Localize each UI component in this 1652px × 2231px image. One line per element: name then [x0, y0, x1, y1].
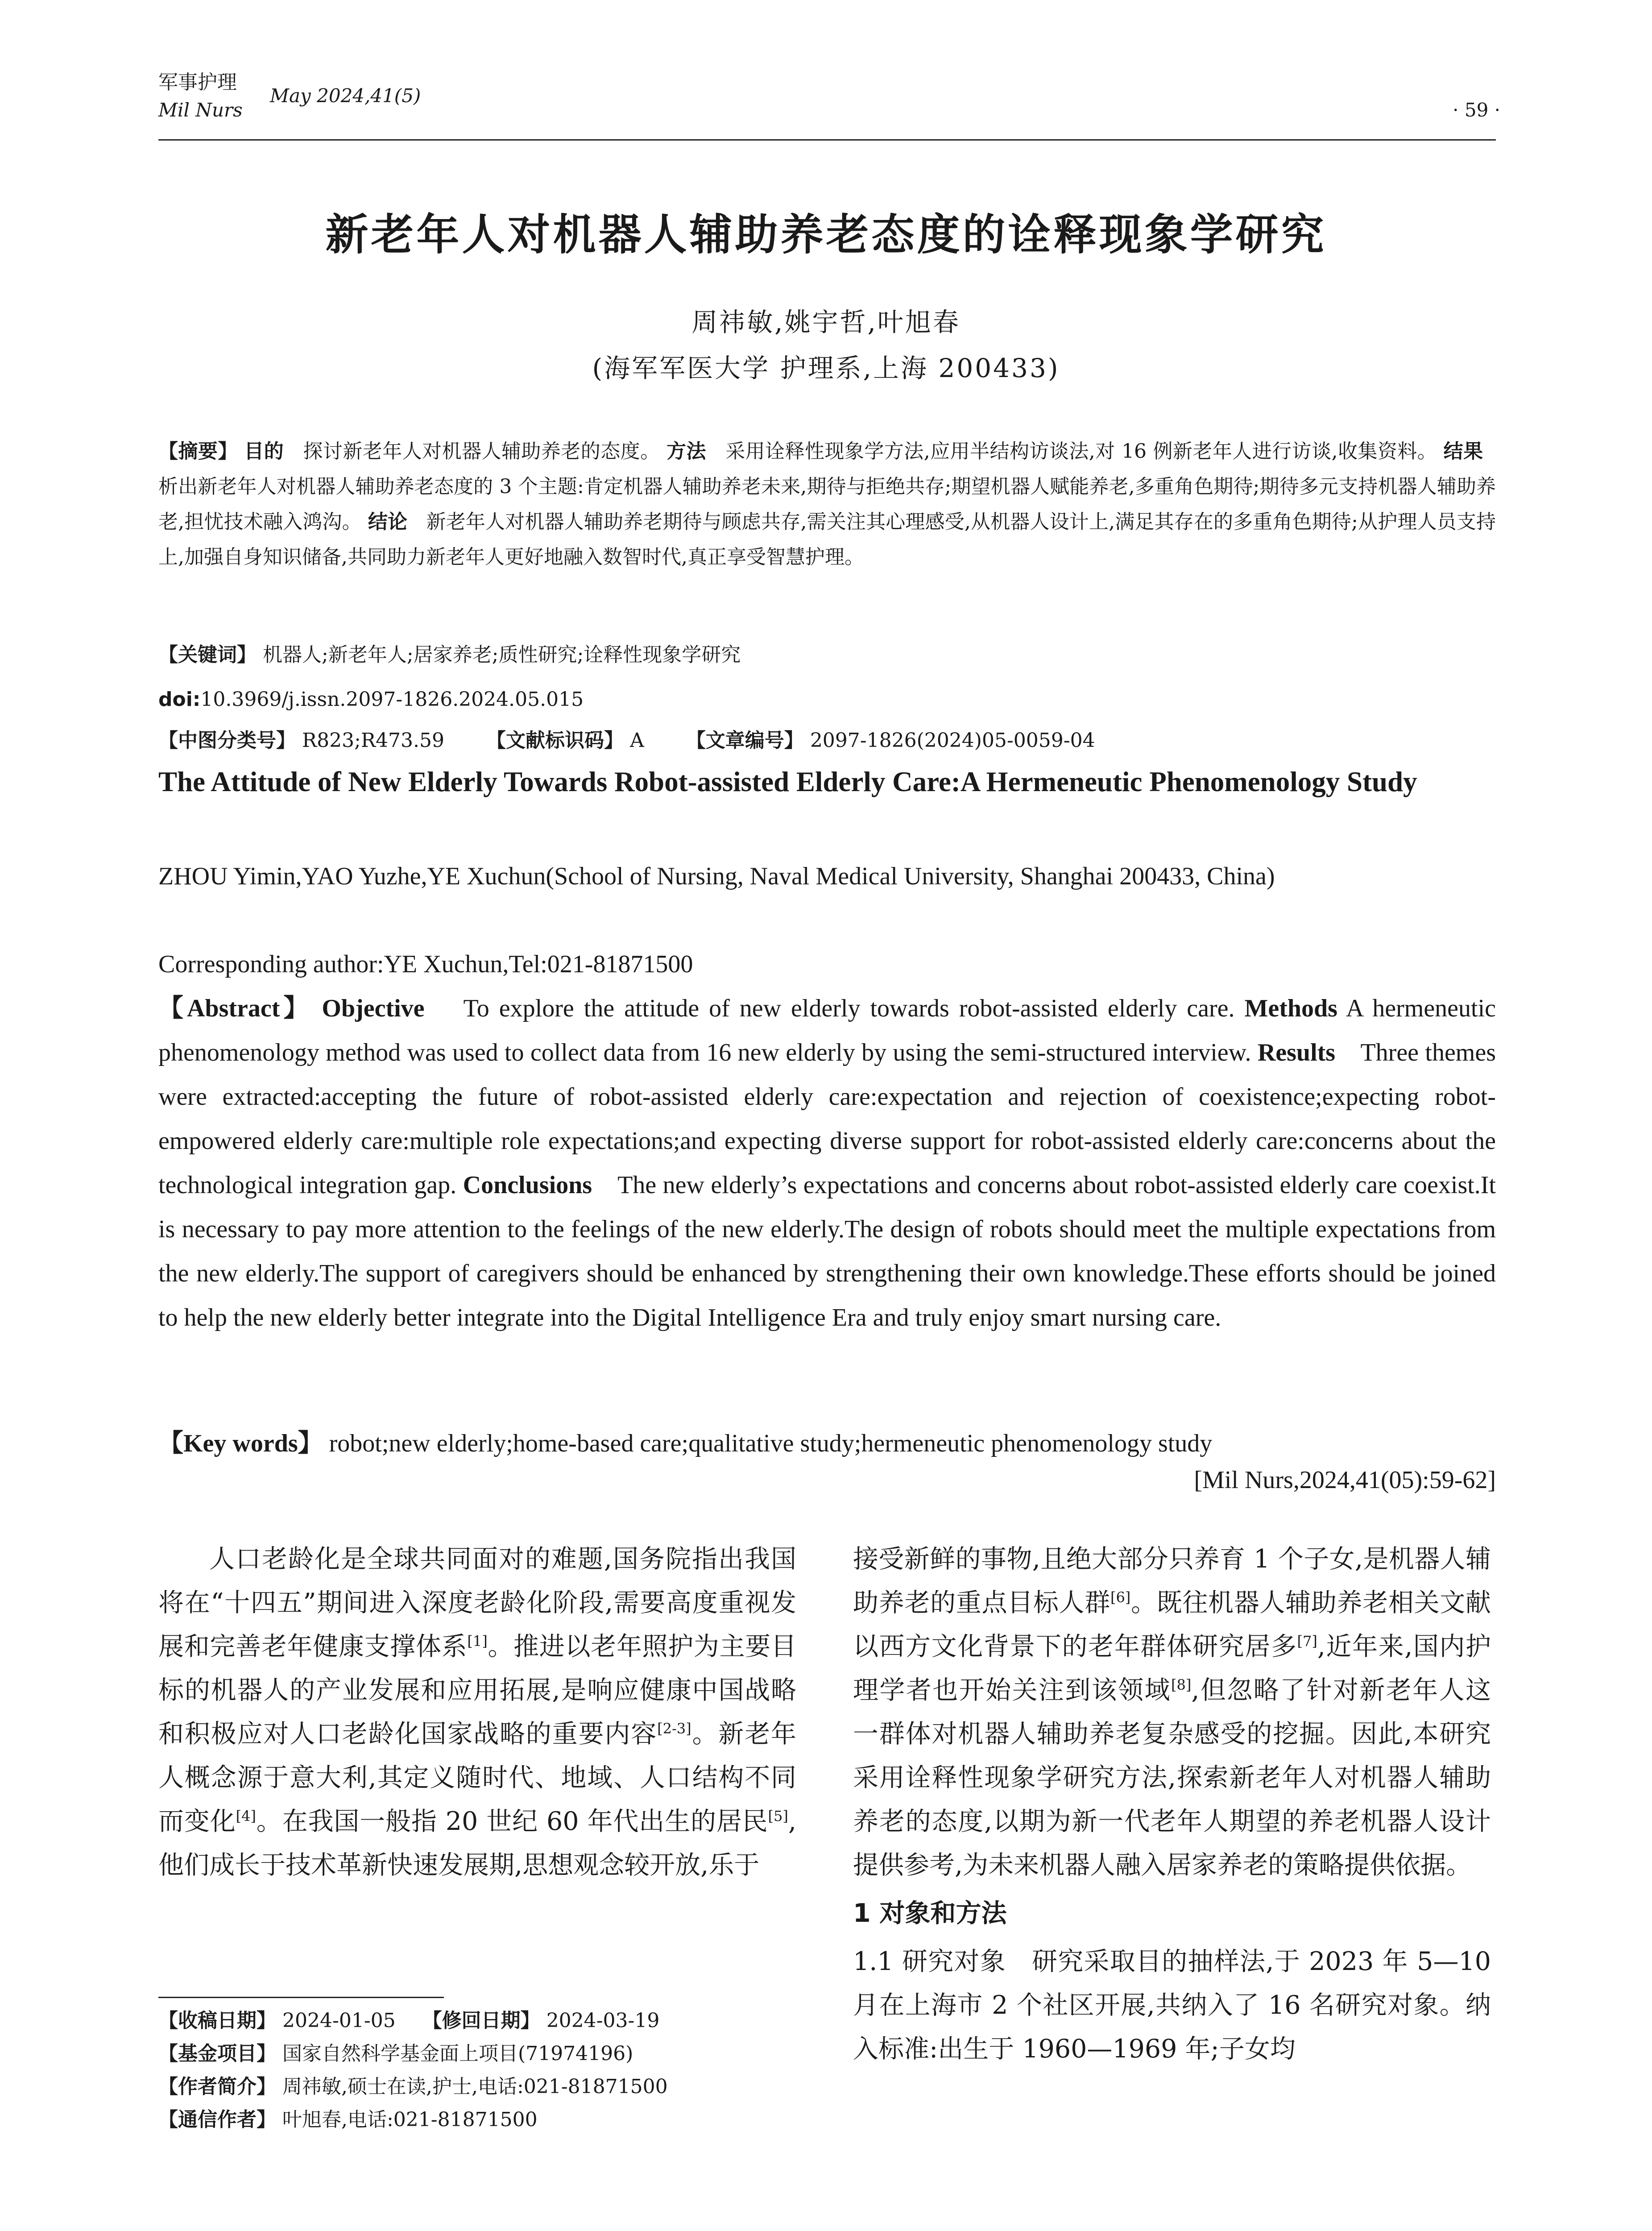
journal-name-en: Mil Nurs	[158, 99, 243, 121]
corresponding-author: Corresponding author:YE Xuchun,Tel:021-81871500	[158, 950, 693, 978]
text-run: ,但忽略了针对新老年人这一群体对机器人辅助养老复杂感受的挖掘。因此,本研究采用诠释性现象学研究方法,探索新老年人对机器人辅助养老的态度,以期为新一代老年人期望的养老机器人设计提供参考,为未来机器人融入居家养老的策略提供依据。	[853, 1675, 1491, 1880]
fund-label: 【基金项目】	[158, 2042, 276, 2065]
body-right-column	[853, 1537, 1491, 2071]
results-text: 析出新老年人对机器人辅助养老态度的 3 个主题:肯定机器人辅助养老未来,期待与拒绝共存;期望机器人赋能养老,多重角色期待;期待多元支持机器人辅助养老,担忧技术融入鸿沟。	[158, 475, 1496, 533]
footnote-dates	[158, 2004, 796, 2037]
clc-value: R823;R473.59	[302, 729, 445, 752]
text-run: 。在我国一般指 20 世纪 60 年代出生的居民	[256, 1807, 768, 1836]
article-no-label: 【文章编号】	[686, 729, 804, 752]
doi-label: doi:	[158, 688, 201, 711]
abstract-cn	[158, 434, 1496, 575]
footnotes	[158, 2004, 796, 2136]
results-label: 结果	[1443, 440, 1483, 463]
reference-marker[interactable]: [6]	[1110, 1589, 1131, 1606]
citation: [Mil Nurs,2024,41(05):59-62]	[1194, 1466, 1496, 1494]
journal-name-cn: 军事护理	[158, 71, 237, 94]
doi-value[interactable]: 10.3969/j.issn.2097-1826.2024.05.015	[200, 688, 584, 711]
text-run: 。既往机器人辅助养老相关文献以西方文化背景下的老年群体研究居多	[853, 1588, 1491, 1661]
abstract-label-en: 【Abstract】	[158, 995, 312, 1022]
text-run: ,近年来,国内护理学者也开始关注到该领域	[853, 1632, 1491, 1705]
authors: 周祎敏,姚宇哲,叶旭春	[691, 307, 961, 337]
intro-paragraph-cont	[853, 1537, 1491, 1887]
text-run: ,他们成长于技术革新快速发展期,思想观念较开放,乐于	[158, 1807, 796, 1880]
keywords-text-en: robot;new elderly;home-based care;qualitative study;hermeneutic phenomenology study	[329, 1430, 1213, 1457]
doi-line	[158, 682, 1496, 717]
conclusions-label-en: Conclusions	[463, 1171, 592, 1199]
objective-text: 探讨新老年人对机器人辅助养老的态度。	[303, 440, 660, 463]
received-label: 【收稿日期】	[158, 2009, 276, 2032]
footnote-corr	[158, 2103, 796, 2136]
corr-text: 叶旭春,电话:021-81871500	[282, 2108, 538, 2131]
footnote-fund	[158, 2037, 796, 2070]
text-run: 。推进以老年照护为主要目标的机器人的产业发展和应用拓展,是响应健康中国战略和积极应对人口老龄化国家战略的重要内容	[158, 1632, 797, 1749]
reference-marker[interactable]: [1]	[467, 1633, 488, 1650]
methods-text-en: A hermeneutic phenomenology method was used to collect data from 16 new elderly by using the semi-structured interview.	[158, 995, 1496, 1066]
subsection-paragraph	[853, 1940, 1491, 2071]
conclusions-text-en: The new elderly’s expectations and concerns about robot-assisted elderly care coexist.It is necessary to pay more attention to the feelings of the new elderly.The design of robots should meet the multiple expectations from the new elderly.The support of caregivers should be enhanced by strengthening their own knowledge.These efforts should be joined to help the new elderly better integrate into the Digital Intelligence Era and truly enjoy smart nursing care.	[158, 1171, 1496, 1331]
methods-label: 方法	[667, 440, 706, 463]
text-run: 接受新鲜的事物,且绝大部分只养育 1 个子女,是机器人辅助养老的重点目标人群	[853, 1544, 1491, 1617]
author-info-label: 【作者简介】	[158, 2075, 276, 2098]
results-label-en: Results	[1257, 1039, 1336, 1066]
classification-line	[158, 723, 1496, 758]
results-text-en: Three themes were extracted:accepting the future of robot-assisted elderly care:expectation and rejection of coexistence;expecting robot-empowered elderly care:multiple role expectations;and expecting diverse support for robot-assisted elderly care:concerns about the technological integration gap.	[158, 1039, 1496, 1199]
clc-label: 【中图分类号】	[158, 729, 296, 752]
received-date: 2024-01-05	[282, 2009, 396, 2032]
methods-text: 采用诠释性现象学方法,应用半结构访谈法,对 16 例新老年人进行访谈,收集资料。	[725, 440, 1437, 463]
subsection-heading: 1.1 研究对象	[853, 1947, 1006, 1976]
doc-code-label: 【文献标识码】	[486, 729, 624, 752]
keywords-text: 机器人;新老年人;居家养老;质性研究;诠释性现象学研究	[263, 643, 741, 666]
objective-label: 目的	[244, 440, 284, 463]
reference-marker[interactable]: [5]	[768, 1808, 788, 1825]
objective-label-en: Objective	[322, 995, 425, 1022]
objective-text-en: To explore the attitude of new elderly towards robot-assisted elderly care.	[463, 995, 1235, 1022]
reference-marker[interactable]: [8]	[1171, 1676, 1192, 1693]
article-no-value: 2097-1826(2024)05-0059-04	[810, 729, 1095, 752]
reference-marker[interactable]: [7]	[1297, 1633, 1317, 1650]
methods-label-en: Methods	[1244, 995, 1337, 1022]
issue-date: May 2024,41(5)	[270, 85, 421, 107]
revised-date: 2024-03-19	[546, 2009, 660, 2032]
text-run: 人口老龄化是全球共同面对的难题,国务院指出我国将在“十四五”期间进入深度老龄化阶段,需要高度重视发展和完善老年健康支撑体系	[158, 1544, 796, 1661]
doc-code-value: A	[630, 729, 644, 752]
keywords-label: 【关键词】	[158, 643, 257, 666]
affiliation: (海军军医大学 护理系,上海 200433)	[592, 353, 1060, 383]
english-authors: ZHOU Yimin,YAO Yuzhe,YE Xuchun(School of Nursing, Naval Medical University, Shanghai 200433, China)	[158, 863, 1275, 890]
english-keywords	[158, 1422, 1496, 1466]
author-info-text: 周祎敏,硕士在读,护士,电话:021-81871500	[282, 2075, 668, 2098]
section-heading: 1 对象和方法	[853, 1899, 1007, 1928]
keywords-label-en: 【Key words】	[158, 1430, 323, 1457]
text-run: 研究采取目的抽样法,于 2023 年 5—10 月在上海市 2 个社区开展,共纳入了 16 名研究对象。纳入标准:出生于 1960—1969 年;子女均	[853, 1947, 1491, 2064]
reference-marker[interactable]: [2-3]	[657, 1720, 691, 1737]
revised-label: 【修回日期】	[422, 2009, 540, 2032]
corr-label: 【通信作者】	[158, 2108, 276, 2131]
article-title: 新老年人对机器人辅助养老态度的诠释现象学研究	[325, 210, 1327, 260]
text-run: 。新老年人概念源于意大利,其定义随时代、地域、人口结构不同而变化	[158, 1719, 797, 1836]
footnote-rule	[158, 1997, 444, 1998]
body-left-column	[158, 1537, 796, 1887]
english-abstract	[158, 987, 1496, 1340]
header-rule	[158, 139, 1496, 141]
english-title: The Attitude of New Elderly Towards Robot-assisted Elderly Care:A Hermeneutic Phenomenology Study	[158, 766, 1417, 797]
footnote-author	[158, 2070, 796, 2103]
fund-text: 国家自然科学基金面上项目(71974196)	[282, 2042, 633, 2065]
abstract-label: 【摘要】	[158, 440, 238, 463]
keywords-cn	[158, 637, 1496, 672]
reference-marker[interactable]: [4]	[236, 1808, 256, 1825]
conclusion-label: 结论	[368, 510, 408, 533]
page-number: · 59 ·	[1453, 99, 1500, 121]
intro-paragraph	[158, 1537, 796, 1887]
conclusion-text: 新老年人对机器人辅助养老期待与顾虑共存,需关注其心理感受,从机器人设计上,满足其存在的多重角色期待;从护理人员支持上,加强自身知识储备,共同助力新老年人更好地融入数智时代,真正享受智慧护理。	[158, 510, 1496, 568]
